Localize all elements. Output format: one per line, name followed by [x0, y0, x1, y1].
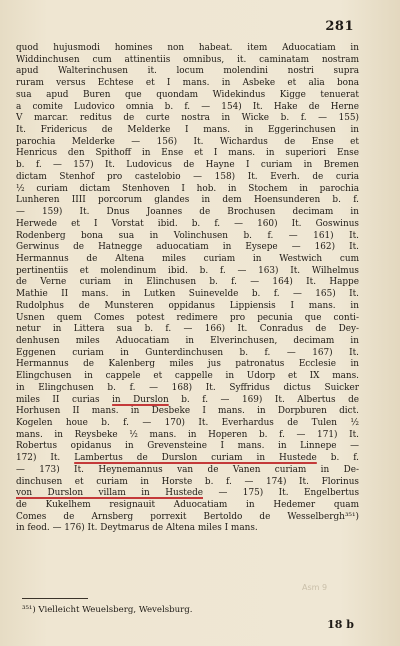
- body-text: [16, 43, 359, 535]
- text-line: parochia Melderke — 156) It. Wichardus de Ense et: [16, 136, 359, 147]
- text-line: Usnen quem Comes potest redimere pro pecunia que conti-: [16, 312, 359, 323]
- text-line: Elingchusen in cappele et cappelle in Udorp et IX mans.: [16, 371, 359, 382]
- text-line: It. Fridericus de Melderke I mans. in Eggerinchusen in: [16, 125, 359, 136]
- text-line: Henricus den Spithoff in Ense et I mans. in superiori Ense: [16, 148, 359, 159]
- printer-signature: 18 b: [327, 618, 354, 631]
- text-line: Robertus opidanus in Grevensteine I mans. in Linnepe —: [16, 441, 359, 452]
- text-line: dictam Stenhof pro castelobio — 158) It. Everh. de curia: [16, 171, 359, 182]
- footnote-rule: [22, 598, 88, 599]
- text-line: b. f. — 157) It. Ludovicus de Hayne I curiam in Bremen: [16, 160, 359, 171]
- text-line: Rodenberg bona sua in Volinchusen b. f. — 161) It.: [16, 230, 359, 241]
- text-line: Widdinchusen cum attinentiis omnibus, it. caminatam nostram: [16, 54, 359, 65]
- text-line: ½ curiam dictam Stenhoven I hob. in Stochem in parochia: [16, 183, 359, 194]
- text-line: Eggenen curiam in Gunterdinchusen b. f. — 167) It.: [16, 347, 359, 358]
- red-pen-underline: in Durslon: [112, 394, 169, 405]
- footnote: ³⁵¹) Vielleicht Weuelsberg, Wevelsburg.: [22, 605, 193, 615]
- red-pen-underline: von Durslon villam in Hustede: [16, 488, 203, 499]
- text-line: ruram versus Echtese et I mans. in Asbeke et alia bona: [16, 78, 359, 89]
- text-line: — 173) It. Heynemannus van de Vanen curiam in De-: [16, 464, 359, 475]
- text-line: a comite Ludovico omnia b. f. — 154) It. Hake de Herne: [16, 101, 359, 112]
- text-line: — 159) It. Dnus Joannes de Brochusen decimam in: [16, 207, 359, 218]
- text-line: apud Walterinchusen it. locum molendini nostri supra: [16, 66, 359, 77]
- text-line: de Kukelhem resignauit Aduocatiam in Hedemer quam: [16, 500, 359, 511]
- page-number: 281: [325, 19, 354, 34]
- text-line: von Durslon villam in Hustede — 175) It. Engelbertus: [16, 488, 359, 499]
- text-line: Hermannus de Altena miles curiam in Westwich cum: [16, 253, 359, 264]
- text-line: miles II curias in Durslon b. f. — 169) It. Albertus de: [16, 394, 359, 405]
- text-line: mans. in Reysbeke ½ mans. in Hoperen b. f. — 171) It.: [16, 429, 359, 440]
- red-pen-underline: Lambertus de Durslon curiam in Hustede: [74, 453, 317, 464]
- text-line: Mathie II mans. in Lutken Suinevelde b. f. — 165) It.: [16, 289, 359, 300]
- text-line: Kogelen houe b. f. — 170) It. Everhardus de Tulen ½: [16, 418, 359, 428]
- text-line: Horhusen II mans. in Desbeke I mans. in Dorpburen dict.: [16, 406, 359, 417]
- text-line: Gerwinus de Hatnegge aduocatiam in Eysepe — 162) It.: [16, 242, 359, 253]
- text-line: Lunheren IIII porcorum glandes in dem Hoensunderen b. f.: [16, 195, 359, 206]
- text-line: Herwede et I Vorstat ibid. b. f. — 160) It. Goswinus: [16, 218, 359, 229]
- text-line: pertinentiis et molendinum ibid. b. f. — 163) It. Wilhelmus: [16, 265, 359, 276]
- text-line: netur in Littera sua b. f. — 166) It. Conradus de Dey-: [16, 324, 359, 335]
- text-line: sua apud Buren que quondam Widekindus Kigge tenuerat: [16, 89, 359, 100]
- text-line: dinchusen et curiam in Horste b. f. — 174) It. Florinus: [16, 476, 359, 487]
- text-line: denhusen miles Aduocatiam in Elverinchusen, decimam in: [16, 335, 359, 346]
- text-line: in feod. — 176) It. Deytmarus de Altena miles I mans.: [16, 523, 258, 534]
- text-line: Hermannus de Kalenberg miles jus patronatus Ecclesie in: [16, 359, 359, 370]
- text-line: Comes de Arnsberg porrexit Bertoldo de Wesselbergh³⁵¹): [16, 511, 359, 522]
- text-line: V marcar. reditus de curte nostra in Wicke b. f. — 155): [16, 113, 359, 124]
- text-line: de Verne curiam in Elinchusen b. f. — 164) It. Happe: [16, 277, 359, 288]
- text-line: 172) It. Lambertus de Durslon curiam in Hustede b. f.: [16, 453, 359, 464]
- text-line: in Elingchusen b. f. — 168) It. Syffridus dictus Suicker: [16, 382, 359, 393]
- text-line: quod hujusmodi homines non habeat. item Aduocatiam in: [16, 43, 359, 53]
- text-line: Rudolphus de Munsteren oppidanus Lippiensis I mans. in: [16, 300, 359, 311]
- library-stamp: Asm 9: [302, 583, 328, 592]
